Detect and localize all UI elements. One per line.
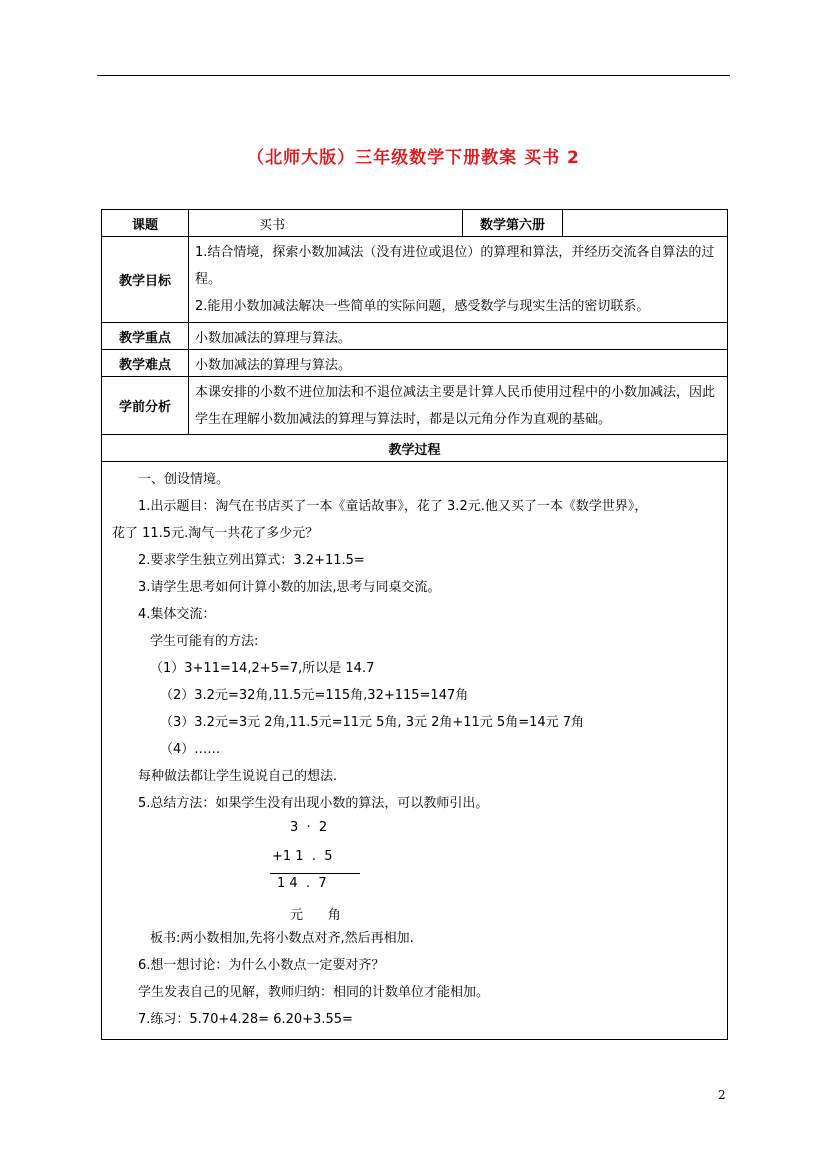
lesson-plan-table — [101, 209, 728, 1040]
process-row — [102, 462, 728, 1040]
calc-rule — [270, 873, 360, 874]
vertical-calculation — [112, 817, 717, 925]
goal-1: 1.结合情境，探索小数加减法（没有进位或退位）的算理和算法，并经历交流各自算法的过程。 — [195, 245, 715, 287]
process-line: 学生可能有的方法: — [150, 634, 259, 649]
process-line: 6.想一想讨论：为什么小数点一定要对齐？ — [138, 958, 385, 973]
book-value: 数学第六册 — [463, 210, 563, 237]
calc-row-2: +1 1 . 5 — [272, 849, 333, 864]
process-line: 一、创设情境。 — [138, 472, 230, 487]
goal-2: 2.能用小数加减法解决一些简单的实际问题，感受数学与现实生活的密切联系。 — [195, 299, 650, 314]
analysis-text: 本课安排的小数不进位加法和不退位减法主要是计算人民币使用过程中的小数加减法，因此学生在理解小数加减法的算理与算法时，都是以元角分作为直观的基础。 — [189, 377, 728, 435]
difficulty-row — [102, 350, 728, 377]
process-line: 7.练习：5.70+4.28= 6.20+3.55= — [138, 1012, 353, 1027]
difficulty-label: 教学难点 — [102, 350, 189, 377]
process-line: （4）…… — [160, 742, 221, 757]
analysis-label: 学前分析 — [102, 377, 189, 435]
key-point-text: 小数加减法的算理与算法。 — [189, 323, 728, 350]
analysis-row — [102, 377, 728, 435]
page-title: （北师大版）三年级数学下册教案 买书 2 — [247, 148, 580, 168]
process-line: 2.要求学生独立列出算式：3.2+11.5= — [138, 553, 365, 568]
topic-row — [102, 210, 728, 237]
topic-value: 买书 — [189, 210, 463, 237]
calc-row-1: 3 · 2 — [290, 820, 328, 835]
topic-extra — [563, 210, 728, 237]
goals-label: 教学目标 — [102, 237, 189, 323]
process-line: 4.集体交流： — [138, 607, 216, 622]
topic-label: 课题 — [102, 210, 189, 237]
header-rule — [97, 75, 730, 76]
process-line: 3.请学生思考如何计算小数的加法,思考与同桌交流。 — [138, 580, 441, 595]
process-heading: 教学过程 — [102, 435, 728, 462]
process-line: 花了 11.5元.淘气一共花了多少元？ — [112, 526, 319, 541]
process-line: （2）3.2元=32角,11.5元=115角,32+115=147角 — [160, 688, 469, 703]
goals-row — [102, 237, 728, 323]
process-line: 每种做法都让学生说说自己的想法. — [138, 769, 338, 784]
key-point-label: 教学重点 — [102, 323, 189, 350]
process-line: 1.出示题目：淘气在书店买了一本《童话故事》，花了 3.2元.他又买了一本《数学世界》， — [138, 499, 648, 514]
process-heading-row — [102, 435, 728, 462]
process-line: 学生发表自己的见解，教师归纳：相同的计数单位才能相加。 — [138, 985, 490, 1000]
process-line: （3）3.2元=3元 2角,11.5元=11元 5角, 3元 2角+11元 5角=14元 7角 — [160, 715, 585, 730]
calc-units: 元 角 — [290, 908, 341, 923]
process-body — [102, 462, 728, 1040]
calc-row-3: 1 4 . 7 — [277, 876, 327, 891]
process-line: 5.总结方法：如果学生没有出现小数的算法，可以教师引出。 — [138, 796, 489, 811]
page-number: 2 — [718, 1088, 726, 1102]
process-line: 板书:两小数相加,先将小数点对齐,然后再相加. — [150, 931, 414, 946]
key-point-row — [102, 323, 728, 350]
process-line: （1）3+11=14,2+5=7,所以是 14.7 — [150, 661, 375, 676]
difficulty-text: 小数加减法的算理与算法。 — [189, 350, 728, 377]
